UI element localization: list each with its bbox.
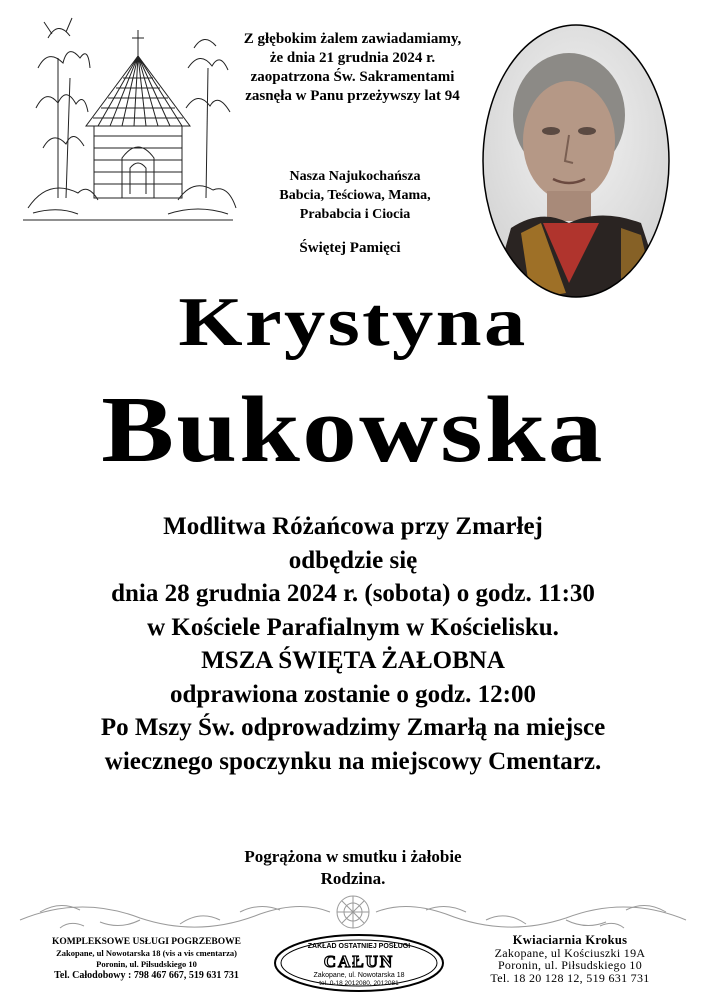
ceremony-line: odbędzie się: [288, 546, 418, 574]
ceremony-line: MSZA ŚWIĘTA ŻAŁOBNA: [201, 647, 505, 674]
funeral-home-phone: Tel. Całodobowy : 798 467 667, 519 631 731: [54, 970, 239, 981]
funeral-home-address: Zakopane, ul Nowotarska 18 (vis a vis cmentarza): [56, 948, 237, 958]
florist-info: [445, 934, 695, 984]
florist-name: Kwiaciarnia Krokus: [512, 933, 628, 947]
ceremony-line: odprawiona zostanie o godz. 12:00: [170, 680, 536, 708]
relation-line: Babcia, Teściowa, Mama,: [279, 188, 431, 203]
logo-name: CAŁUN: [323, 952, 395, 971]
death-notice: [235, 30, 470, 106]
mourners-line: Pogrążona w smutku i żałobie: [244, 847, 462, 866]
logo-phones: tel. 0-18 2012080, 2012081: [319, 980, 399, 987]
notice-line: że dnia 21 grudnia 2024 r.: [269, 50, 436, 66]
florist-phone: Tel. 18 20 128 12, 519 631 731: [490, 970, 650, 985]
relation-line: Prababcia i Ciocia: [299, 207, 411, 222]
ceremony-line: wiecznego spoczynku na miejscowy Cmentarz.: [104, 747, 602, 775]
logo-address: Zakopane, ul. Nowotarska 18: [313, 972, 405, 979]
memory-heading: Świętej Pamięci: [299, 240, 401, 256]
last-name: Bukowska: [101, 378, 605, 482]
notice-line: zasnęła w Panu przeżywszy lat 94: [245, 88, 460, 104]
funeral-home-address: Poronin, ul. Piłsudskiego 10: [96, 959, 197, 969]
relation-line: Nasza Najukochańsza: [289, 169, 421, 184]
florist-address: Zakopane, ul Kościuszki 19A: [494, 945, 646, 960]
ceremony-line: w Kościele Parafialnym w Kościelisku.: [147, 613, 559, 641]
florist-address: Poronin, ul. Piłsudskiego 10: [497, 958, 643, 972]
floral-ornament-icon: [0, 890, 706, 935]
chapel-sketch-icon: [18, 8, 240, 230]
logo-top-text: ZAKŁAD OSTATNIEJ POSŁUGI: [307, 943, 411, 950]
mourners-line: Rodzina.: [320, 869, 386, 888]
notice-line: Z głębokim żalem zawiadamiamy,: [243, 31, 462, 47]
ceremony-line: dnia 28 grudnia 2024 r. (sobota) o godz. 11:30: [111, 580, 595, 607]
family-relations: [255, 167, 455, 224]
mourners-signature: [0, 846, 706, 890]
ceremony-line: Po Mszy Św. odprowadzimy Zmarłą na miejsce: [100, 714, 606, 741]
funeral-home-info: [14, 937, 279, 981]
portrait-photo: [481, 23, 671, 299]
notice-line: zaopatrzona Św. Sakramentami: [250, 69, 455, 85]
first-name: Krystyna: [178, 284, 528, 361]
ceremony-line: Modlitwa Różańcowa przy Zmarłej: [163, 513, 543, 540]
calun-logo: [272, 933, 446, 993]
ceremony-details: [0, 510, 706, 778]
funeral-home-title: KOMPLEKSOWE USŁUGI POGRZEBOWE: [52, 937, 241, 947]
